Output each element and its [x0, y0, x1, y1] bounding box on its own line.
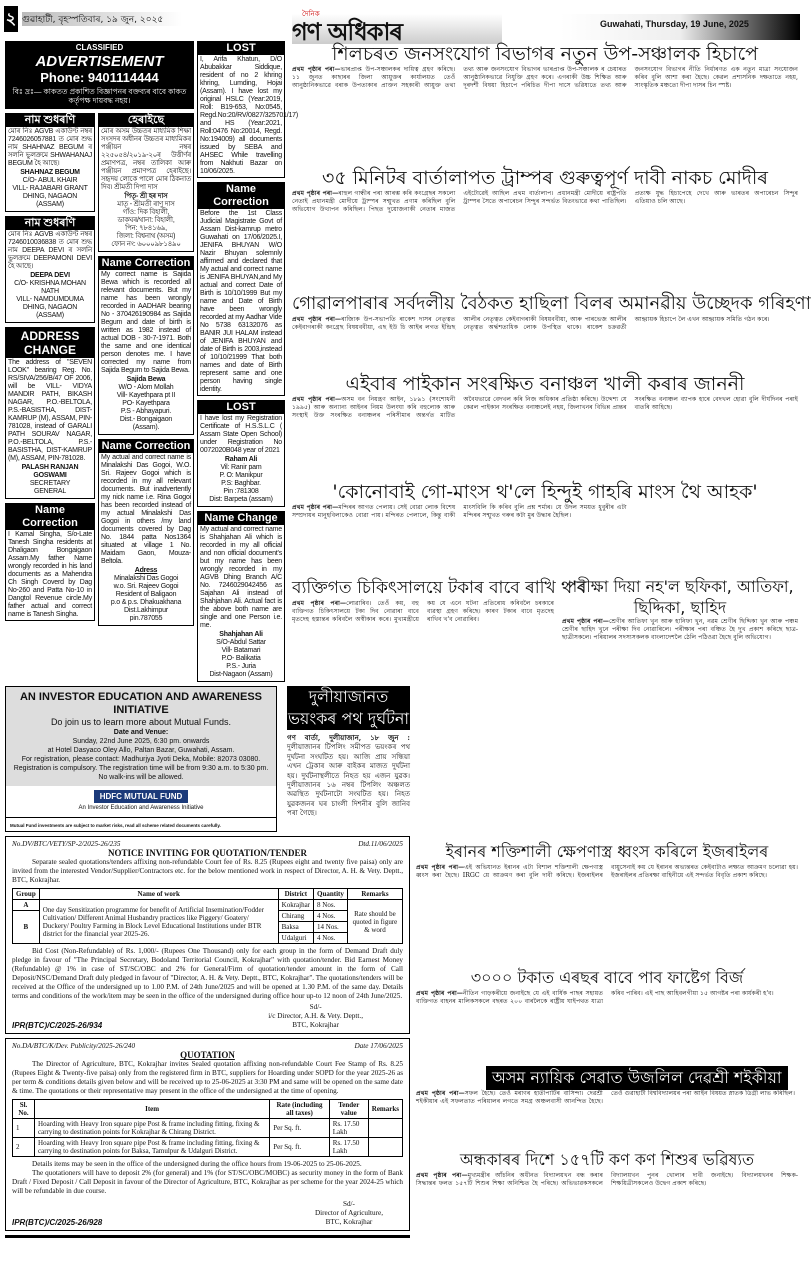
event-venue: at Hotel Dasyaco Oley Allo, Paltan Bazar, Guwahati, Assam. — [47, 747, 235, 754]
article-body: ৰাজ্যিক উপ-সভাপতি ৰাকেশ দাসৰ নেতৃত্বত কেইবাগৰাকী কংগ্ৰেছ বিষয়ববীয়া, এছ ইউ চি আইৰ লগত ইন্দ্ৰিছ আলীৰ নেতৃত্বত কেইবাগৰাকী বিষয়ববীয়া, আৰু পাৰভেজ আলীৰ নেতৃত্বত অৰ্দ্ধশতাধিক লোক উপস্থিত থাকে। ৰাকেশ চক্ৰৱৰ্তী আহ্বায়ক হিচাপে লৈ এখন আহ্বায়ক সমিতি গঠন কৰে। — [292, 316, 770, 332]
ad-sig: Dist-Nagaon (Assam) — [209, 671, 273, 678]
ad-sig: SECRETARY — [29, 480, 71, 487]
rate-cell: Per Sq. ft. — [270, 1119, 330, 1138]
signer: i/c Director, A.H. & Vety. Deptt., — [268, 1012, 363, 1020]
hdfc-logo: HDFC MUTUAL FUND — [94, 790, 189, 803]
article-body: এই অভিযানত ইৰানৰ এটা বিশাল শক্তিশালী ক্ষেপণাস্ত্ৰ ধ্বংস কৰা হৈছে। IRGC য়ে আক্ৰমণ কৰা বুলি দাবী কৰিছে। ইজৰাইলৰ বায়ুসেনাই কয় যে ইৰানৰ অভ্যন্তৰত কেইবাটাও লক্ষ্যত আক্ৰমণ চলোৱা হয়। ইজৰাইলৰ প্ৰতিৰক্ষা বাহিনীয়ে এই সন্দৰ্ভত বিবৃতি প্ৰকাশ কৰিছে। — [416, 864, 798, 880]
ad-title: নাম শুধৰণি — [6, 217, 94, 230]
date-venue-label: Date and Venue: — [113, 729, 169, 736]
article-headline: ব্যক্তিগত চিকিৎসালয়ে টকাৰ বাবে ৰাখি থ'ব — [292, 578, 587, 598]
ad-sig: DEEPA DEVI — [30, 272, 70, 279]
qty-cell: 14 Nos. — [314, 922, 348, 933]
article — [416, 1066, 798, 1146]
quotation-p2: The quotationers will have to deposit 2% (for general) and 1% (for ST/SC/OBC/MOBC) as security money in the form of Bank Draft / Fixed Deposit / Call Deposit in favour of the Director of Agriculture, BTC, Kokrajhar as per scheme for the year 2024-25 which will be refundable in due course. — [12, 1169, 403, 1195]
ad-sig: P.S - Abhayapuri. — [120, 408, 172, 415]
sl-cell: 1 — [13, 1119, 35, 1138]
page-number: ২ — [4, 6, 18, 32]
ad-title: হেৰাইছে — [99, 114, 193, 127]
logo-text: গণ অধিকাৰ — [292, 17, 402, 46]
article-headline: এইবাৰ পাইকান সংৰক্ষিত বনাঞ্চল খালী কৰাৰ জাননী — [345, 373, 745, 395]
lost-certificate-ad — [197, 400, 285, 507]
name-correction-ad — [98, 439, 194, 626]
address-change-ad — [5, 327, 95, 499]
ad-sig: Vill- Batamari — [221, 647, 261, 654]
name-correction-ad — [5, 113, 95, 212]
ad-sig: VILL- RAJABARI GRANT — [12, 185, 88, 192]
investor-subtitle: Do join us to learn more about Mutual Funds. — [50, 717, 232, 727]
col-header: Item — [35, 1100, 270, 1119]
ad-body: মোৰ নিঃ AGVB একাউণ্ট নম্বৰ 7246026057881 ত মোৰ শুদ্ধ নাম SHAHNAZ BEGUM ৰ সলনি ভুলক্ৰমে SHWAHANAJ BEGUM হৈ আছে। — [8, 128, 92, 167]
name-correction-ad — [5, 216, 95, 323]
group-cell: A — [13, 900, 40, 911]
ad-sig: GENERAL — [33, 488, 67, 495]
ad-sig: P.S.- Juria — [226, 663, 256, 670]
ad-sig: (ASSAM) — [36, 312, 64, 319]
name-correction-ad — [98, 256, 194, 435]
article-lead: প্ৰথম পৃষ্ঠাৰ পৰা— — [416, 1172, 468, 1179]
tender-table — [12, 888, 403, 944]
article-headline: ৩০০০ টকাত এৰছৰ বাবে পাব ফাষ্টেগ বিৰ্জ — [470, 968, 744, 987]
article — [416, 840, 798, 964]
ad-title: Name Correction — [99, 257, 193, 270]
ad-sig: ফোন নং: ৬০০০৯৮১৪৯০ — [111, 241, 181, 248]
article-body: দুলীয়াজানৰ টিপলিং সমীপত ভয়ংকৰ পথ দুৰ্ঘটনা সংঘটিত হয়। আজি প্ৰায় সন্ধিয়া এখন ট্ৰেকাৰ আৰু বাইকৰ মাজত দুৰ্ঘটনা হয়। দুৰ্ঘটনাস্থলীতে নিহত হয় এজন যুৱক। দুলীয়াজানৰ ১৬ নম্বৰ টিপলিং অঞ্চলত অৱস্থিত দুৰ্ঘটনাটো সংঘটিত হয়। নিহত যুৱকজনৰ ঘৰ চাংলী দিশনীৰ বুলি জানিব পৰা গৈছে। — [287, 743, 410, 818]
value-cell: Rs. 17.50 Lakh — [329, 1138, 368, 1157]
ad-title: Name Change — [198, 512, 284, 525]
ad-sig: W/O - Alom Mollah — [118, 384, 174, 391]
ad-sig: পিতৃ- শ্ৰী হৰ দাস — [124, 193, 168, 200]
classified-phone: Phone: 9401114444 — [40, 70, 159, 85]
date-english: Guwahati, Thursday, 19 June, 2025 — [600, 19, 749, 29]
ad-sig: S/O-Abdul Sattar — [216, 639, 266, 646]
ipr-number: IPR(BTC)/C/2025-26/934 — [12, 1021, 103, 1030]
ad-sig: DHING, NAGAON — [22, 304, 78, 311]
tender-body: Bid Cost (Non-Refundable) of Rs. 1,000/- (Rupees One Thousand) only for each group in the form of Demand Draft duly pledge in favour of "The Principal Secretary, Bodoland Territorial Council, Kokrajhar" with quotation/tender. Bid Earnest Money (Refundable) @ 1% in case of ST/SC/OBC and 2% for General/Firm of quotation/tender amount in the form of Call Deposit/NSC/Demand Draft duly pledged in favour of "Director, A. H. & Vety. Deptt., BTC, Kokrajhar". The quotations/tenders will be received at the Office of the undersigned up to 1.00 P.M. of 24th June/2025 and will be opened at 1.30 P.M. of the same day. Details terms and conditions of the work/item may be seen in the office of the undersigned during office hour up-to 12 noon of 24th June/2025. — [12, 947, 403, 1000]
article — [292, 166, 798, 290]
article-body: ৰাহুল গান্ধীৰ পৰা আৰম্ভ কৰি কংগ্ৰেছৰ সকলো নেতাই প্ৰধানমন্ত্ৰী মোদীয়ে ট্ৰাম্পৰ সন্মুখত প্ৰণাম কৰিছিল বুলি অভিযোগ উত্থাপন কৰিছিল। পিছত দুয়োজনাকী নেতাৰ মাজত এইটোৱেই আছিল প্ৰথম বাৰ্তালাপ। প্ৰধানমন্ত্ৰী মোদীয়ে ৰাষ্ট্ৰপতি ট্ৰাম্পৰ সৈতে অপাৰেচন সিন্দুৰ সন্দৰ্ভত বিতংভাৱে কথা পাতিছিল। প্ৰত্যক্ষ যুদ্ধ হিচাপেহে দেখে আৰু ভাৰতৰ অপাৰেচন সিন্দুৰ এতিয়াও চলি আছে। — [292, 190, 798, 214]
ad-sig: Resident of Baligaon — [115, 591, 177, 598]
article — [292, 576, 587, 644]
name-correction-ad — [5, 503, 95, 621]
ad-sig: Dist.Lakhimpur — [124, 607, 168, 614]
table-row — [13, 1138, 403, 1157]
ad-sig: (ASSAM) — [36, 201, 64, 208]
sl-cell: 2 — [13, 1138, 35, 1157]
ad-sig: পিন: ৭৮৪১৬৯, — [125, 225, 167, 232]
rate-cell: Per Sq. ft. — [270, 1138, 330, 1157]
tender-intro: Separate sealed quotations/tenders affixing non-refundable Court fee of Rs. 8.25 (Rupees eight and twenty five paisa) only are invited from the interested Vendor/Supplier/Contractors etc. for the below mentioned work in respect of Director, A. H. & Vety. Deptt., BTC, Kokrajhar. — [12, 858, 403, 884]
quotation-intro: The Director of Agriculture, BTC, Kokrajhar invites Sealed quotation affixing non-refundable Court Fee Stamp of Rs. 8.25 (Rupees Eight & Twenty-five paisa) only from the registered firm in BTC, suppliers for Hoarding under SOPD for the year 2025-26 as per term & conditions details given below and will be received up to 25-06-2025 at 3:30 PM and same will be opened on the same date & time. The quotations or their representative may present in the office of the undersigned at the time of opening. — [12, 1060, 403, 1095]
ad-sig: VILL- NAMDUMDUMA — [16, 296, 84, 303]
ad-title: Name Correction — [99, 440, 193, 453]
article-headline: পৰীক্ষা দিয়া নহ'ল ছফিকা, আতিফা, ছিদ্দিকা, ছাহিদ — [566, 577, 794, 617]
ad-sig: PALASH RANJAN GOSWAMI — [21, 464, 79, 479]
district-cell: Kokrajhar — [278, 900, 313, 911]
article-body: মন্দিৰৰ আগত পেলায়। সেই বোৱা লোক বিশেষ সম্প্ৰদায়ৰ মানুহবিলাকেও বোৱা পায়। মন্দিৰত পেলালে, কিন্তু বাকী মাংসবিলি কি কৰিব বুলি প্ৰশ্ন শৰ্মাৰ। যে উদল সময়ত ধুবুৰীৰ এটা মন্দিৰৰ সন্মুখত গৰুৰ কটা মুৰ উদ্ধাৰ হৈছিল। — [292, 504, 627, 520]
quotation-title: QUOTATION — [180, 1050, 235, 1060]
article — [292, 42, 798, 164]
classified-disclaimer: বিঃ দ্ৰঃ— কাকতত প্ৰকাশিত বিজ্ঞাপনৰ বক্তব্যৰ বাবে কাকত কৰ্তৃপক্ষ দায়বদ্ধ নহয়। — [12, 87, 187, 105]
ipr-number: IPR(BTC)/C/2025-26/928 — [12, 1218, 103, 1227]
logo-small-text: দৈনিক — [302, 10, 320, 18]
quotation-date: Date 17/06/2025 — [354, 1042, 403, 1050]
ad-sig: pin.787055 — [129, 615, 163, 622]
article — [292, 292, 811, 370]
quotation-p1: Details items may be seen in the office of the undersigned during the office hours from 19-06-2025 to 25-06-2025. — [32, 1160, 362, 1168]
ad-title: Name Correction — [6, 504, 94, 530]
article-headline: অন্ধকাৰৰ দিশে ১৫৭টি কণ কণ শিশুৰ ভৱিষ্যত — [459, 1150, 755, 1169]
article-body: মুখ্যমন্ত্ৰীৰ আঁচনিৰ অধীনত বিদ্যালয়খন বন্ধ কৰাৰ সিদ্ধান্তৰ ফলত ১৫৭টি শিশুৰ শিক্ষা অনিশ্চিত হৈ পৰিছে। অভিভাৱকসকলে বিদ্যালয়খন পুনৰ খোলাৰ দাবী জনাইছে। বিদ্যালয়খনৰ শিক্ষক-শিক্ষয়িত্ৰীসকলেও উদ্বেগ প্ৰকাশ কৰিছে। — [416, 1172, 798, 1188]
table-row — [13, 1119, 403, 1138]
investor-tagline: An Investor Education and Awareness Initiative — [78, 805, 204, 811]
ad-sig: Minalakshi Das Gogoi — [113, 575, 179, 582]
ad-sig: PO- Kayethpara — [122, 400, 170, 407]
article-lead: প্ৰথম পৃষ্ঠাৰ পৰা— — [292, 396, 342, 403]
article-lead: প্ৰথম পৃষ্ঠাৰ পৰা— — [416, 864, 465, 871]
ad-sig: C/O- ABUL KHAIR — [22, 177, 78, 184]
article-lead: প্ৰথম পৃষ্ঠাৰ পৰা— — [416, 1090, 465, 1097]
ad-sig: P.O- Balikatia — [221, 655, 261, 662]
investor-awareness-ad — [5, 686, 277, 832]
article-body: সফল হৈছে। তেওঁ মৰাণৰ হাতীপাটিৰ বাসিন্দা। দেৱশ্ৰী শইকীয়াৰ এই সফলতাত পৰিয়ালৰ লগতে সমগ্ৰ অঞ্চলবাসী আনন্দিত হৈছে। তেওঁ গুৱাহাটী বিশ্ববিদ্যালয়ৰ পৰা আইন বিষয়ত স্নাতক ডিগ্ৰী লাভ কৰিছিল। — [416, 1090, 795, 1106]
col-header: District — [278, 889, 313, 900]
article — [416, 966, 798, 1064]
ad-title: নাম শুধৰণি — [6, 114, 94, 127]
tender-ref: No.DV/BTC/VETY/SP-2/2025-26/235 — [12, 840, 121, 848]
investor-disclaimer: Mutual Fund investments are subject to market risks, read all scheme related documents carefully. — [10, 823, 221, 828]
qty-cell: 4 Nos. — [314, 933, 348, 944]
article-headline: দুলীয়াজানত ভয়ংকৰ পথ দুৰ্ঘটনা — [287, 687, 410, 728]
ad-body: The address of "SEVEN LOOK" bearing Reg. No. RS/SIVA/256/B/47 OF 2006, will be VILL- VIDYA MANDIR PATH, BIKASH NAGAR, P.O.-BELTOLA, P.S.-BASISTHA, DIST-KAMRUP (M), ASSAM, PIN-781028, instead of GARALI PATH SOURAV NAGAR, P.O.-BELTOLA, P.S.-BASISTHA, DIST-KAMRUP (M), ASSAM, PIN-781028. — [8, 359, 92, 462]
article-lead: প্ৰথম পৃষ্ঠাৰ পৰা— — [292, 316, 342, 323]
ad-body: I, Arifa Khatun, D/O Abubakkar Siddique, resident of no 2 khring khring, Lumding, Hojai (Assam). I have lost my original HSLC (Year:2019, Roll: B19-653, No:0545, Regd.No:20/RV/0827/325701/17) and HS (Year:2021, Roll:0476 No:20014, Regd. No:194009) all documents issued by SEBA and AHSEC While travelling from Nakhuti Bazar on 10/06/2025. — [200, 56, 298, 175]
col-header: Remarks — [347, 889, 402, 900]
article-duliajan — [287, 686, 410, 819]
name-change-ad — [197, 511, 285, 682]
article — [562, 576, 798, 834]
article-headline: ৩৫ মিনিটৰ বাৰ্তালাপত ট্ৰাম্পৰ গুৰুত্বপূৰ্ণ দাবী নাকচ মোদীৰ — [322, 167, 768, 189]
quotation-table — [12, 1099, 403, 1157]
article-lead: প্ৰথম পৃষ্ঠাৰ পৰা— — [292, 504, 339, 511]
article — [416, 1148, 798, 1274]
article-body: ভাৰপ্ৰাপ্ত উপ-সঞ্চালকৰ দায়িত্ব গ্ৰহণ কৰিছে। ১১ জুনত কাছাৰৰ জিলা আয়ুক্তৰ কাৰ্যালয়ত তেওঁ আনুষ্ঠানিকভাৱে বৰাক উপত্যকাৰ প্ৰাক্তন সহকাৰী আয়ুক্ত তথা তথ্য আৰু জনসংযোগ বিভাগৰ ভাৰপ্ৰাপ্ত উপ-সঞ্চালক ৰ চেয়াৰত আনুষ্ঠানিকভাৱে নিযুক্তি গ্ৰহণ কৰে। এগৰাকী উচ্চ শিক্ষিত আৰু দূৰদৰ্শী বিষয়া হিচাপে পৰিচিত দীপা দাসে ভৱিষ্যতে তথ্য আৰু জনসংযোগ বিভাগৰ নীতি নিৰ্ধাৰণত এক নতুন মাত্ৰা সংযোজন কৰিব বুলি আশা কৰা হৈছে। কেৱল প্ৰশাসনিক দক্ষতাতে নহয়, সাংস্কৃতিক মঞ্চতো দীপা দাসৰ চিন স্পষ্ট। — [292, 66, 798, 90]
ad-sig: Pin :781308 — [223, 488, 259, 495]
signer-office: BTC, Kokrajhar — [325, 1218, 373, 1226]
article-headline: 'কোনোবাই গো-মাংস থ'লে হিন্দুই গাহৰি মাংস থৈ আহক' — [332, 481, 758, 503]
lost-documents-ad — [197, 41, 298, 178]
col-header: Name of work — [39, 889, 278, 900]
date-assamese: গুৱাহাটী, বৃহস্পতিবাৰ, ১৯ জুন, ২০২৫ — [22, 12, 182, 26]
value-cell: Rs. 17.50 Lakh — [329, 1119, 368, 1138]
masthead-logo — [292, 10, 502, 46]
article-body: শ্ৰেণীৰ আতিফা খুন আৰু হানিফা খুন, নৱম শ্ৰেণীৰ ছিদ্দিকা খুন আৰু পঞ্চম শ্ৰেণীৰ ছাহিদ খুনে পৰীক্ষা দিব নোৱাৰিলে। পৰীক্ষাৰ পৰা বঞ্চিত হৈ দুখ প্ৰকাশ কৰিছে ছাত্ৰ-ছাত্ৰীসকলে। পৰিয়ালৰ সদস্যসকলক বাংলাদেশলৈ ঠেলি পঠিওৱা হৈছে বুলি অভিযোগ। — [562, 618, 799, 642]
ad-body: I Kamal Singha, S/o-Late Tanesh Singha residents at Dhaligaon Bongaigaon Assam.My father Name wrongly recorded in his land documents as a Mahendra Ch Singh Coverd by Dag No-260 and Patta No-10 in Dangtol Revenue circle.My father actual and correct name is Tanesh Singha. — [8, 531, 92, 618]
ad-sig: Shahjahan Ali — [219, 631, 263, 638]
signature: Sd/- — [309, 1003, 322, 1011]
article-body: লোৱাৰিব। তেওঁ কয়, বহু ব্যক্তিগত চিকিৎসালয়ে টকা দিব নোৱাৰা বাবে মৃতদেহ হস্তান্তৰ কৰিবলৈ অস্বীকাৰ কৰে। মুখ্যমন্ত্ৰীয়ে কয় যে এনে ঘটনা প্ৰতিৰোধ কৰিবলৈ চৰকাৰে ব্যৱস্থা গ্ৰহণ কৰিছে। কাৰণ টকাৰ বাবে মৃতদেহ ৰাখিব খ'ব নোৱাৰিব। — [292, 600, 554, 624]
tender-date: Dtd.11/06/2025 — [358, 840, 403, 848]
ad-body: মোৰ নিঃ AGVB একাউণ্ট নম্বৰ 7246010036838 ত মোৰ শুদ্ধ নাম DEEPA DEVI ৰ সলনি ভুলক্ৰমে DEEPAMONI DEVI হৈ আছে। — [8, 231, 92, 270]
investor-title: AN INVESTOR EDUCATION AND AWARENESS INITIATIVE — [19, 691, 263, 716]
article-body: অসম বন নিয়ন্ত্ৰণ আইন, ১৮৯১ (সংশোধনী ১৯৯৫) আৰু অন্যান্য আইনৰ নিয়ম উলংঘা কৰি বহুলোক আৰু সংস্থাই উক্ত সংৰক্ষিত বনাঞ্চলৰ পৰিসীমাৰ অন্তৰ্গত মাটিত অবৈধভাৱে বেদখল কৰি নিজ অধিকাৰ প্ৰতিষ্ঠা কৰিছে। উদ্দেশ্য যে কেৱল পাইকান সংৰক্ষিত বনাঞ্চলেই নহয়, জিলাখনৰ বিভিন্ন প্ৰান্তৰ সংৰক্ষিত বনাঞ্চল ব্যাপক হাৰে বেদখল হোৱা বুলি দীৰ্ঘদিনৰ পৰাই বাতৰি আহিছে। — [292, 396, 798, 420]
ad-sig: Sajida Bewa — [126, 376, 166, 383]
district-cell: Baksa — [278, 922, 313, 933]
qty-cell: 4 Nos. — [314, 911, 348, 922]
col-header: Remarks — [368, 1100, 402, 1119]
tender-title: NOTICE INVITING FOR QUOTATION/TENDER — [108, 848, 307, 858]
signature: Sd/- — [342, 1200, 355, 1208]
article-lead: প্ৰথম পৃষ্ঠাৰ পৰা— — [292, 600, 347, 607]
district-cell: Chirang — [278, 911, 313, 922]
remarks-cell — [368, 1119, 402, 1138]
ad-body: My actual and correct name is Shahjahan Ali which is recorded in my all official and non official document's but my name has been wrongly recorded in my AGVB Dhing Branch A/C No. 7246029042456 as Sajahan Ali instead of Shahjahan Ali. Actual fact is the above both name are single and one Person i.e. me. — [200, 526, 282, 629]
ad-sig: w.o. Sri. Rajeev Gogoi — [113, 583, 179, 590]
col-header: Sl. No. — [13, 1100, 35, 1119]
ad-sig: C/O- KRISHNA MOHAN NATH — [14, 280, 86, 295]
lost-certificate-ad — [98, 113, 194, 252]
article-headline: শিলচৰত জনসংযোগ বিভাগৰ নতুন উপ-সঞ্চালক হিচাপে — [332, 43, 758, 65]
district-cell: Udalguri — [278, 933, 313, 944]
ad-sig: Vil: Ranir pam — [220, 464, 262, 471]
event-contact: For registration, please contact: Madhurjya Jyoti Deka, Mobile: 82073 03080. — [21, 756, 261, 763]
signer-office: BTC, Kokrajhar — [292, 1021, 339, 1029]
ad-body: Before the 1st Class Judicial Magistrate Govt of Assam Dist-kamrup metro Guwahati on 17/06/2025.I, JENIFA BHUYAN W/O Nazir Bhuyan solemnly affirmed and declared that My actual and correct name is JENIFA BHUYAN,and My actual and correct Date of Birth is 10/10/1999 But my name and Date of Birth have been wrongly recorded at my Aadhar Vide No 5738 63132076 as BANIR JUI HALAM instead of JENIFA BHUYAN and date of Birth is 2003,instead of 10/10/21999 That both names and date of Birth represent same and one person having single identity. — [200, 210, 282, 393]
advertisement-label: ADVERTISEMENT — [35, 53, 164, 70]
ad-sig: গাঁও: দিক বিহালী, — [122, 209, 170, 216]
ad-sig: (Assam). — [132, 424, 160, 431]
ad-sig: মাতৃ - শ্ৰীমতী ৰাণু দাস — [117, 201, 175, 208]
ad-sig: ডাকঘৰ/থানা: বিহালী, — [117, 217, 175, 224]
tender-notice — [5, 836, 410, 1034]
article-lead: প্ৰথম পৃষ্ঠাৰ পৰা— — [562, 618, 609, 625]
item-cell: Hoarding with Heavy Iron square pipe Post & frame including fitting, fixing & carrying to destination points for Baksa, Tamulpur & Udalguri District. — [35, 1138, 270, 1157]
ad-title: Name Correction — [198, 183, 284, 209]
ad-body: I have lost my Registration Certificate of H.S.S.L.C ( Assam State Open School) under Registration No 0072020B048 year of 2021 — [200, 415, 282, 454]
article — [292, 372, 798, 478]
ad-sig: SHAHNAZ BEGUM — [20, 169, 80, 176]
event-date: Sunday, 22nd June 2025, 6:30 pm. onwards — [72, 738, 210, 745]
ad-sig: P.S: Baghbar. — [221, 480, 261, 487]
article-headline: গোৱালপাৰাৰ সৰ্বদলীয় বৈঠকত হাছিলা বিলৰ অমানৱীয় উচ্ছেদক গৰিহণা — [292, 293, 811, 314]
ad-sig: DHING, NAGAON — [22, 193, 78, 200]
ad-sig: Dist.- Bongaigaon — [119, 416, 173, 423]
work-cell: One day Sensitization programme for benefit of Artificial Insemination/Fodder Cultivation/ Different Animal Husbandry practices like Piggery/ Goatery/ Duckery/ Poultry Farming in Block Level Educational Institutions under BTR district for the financial year 2025-26. — [39, 900, 278, 944]
ad-sig: Adress — [134, 567, 158, 574]
ad-body: মোৰ অসম উচ্চতৰ মাধ্যমিক শিক্ষা সংসদৰ অধীনৰ উচ্চতৰ মাধ্যমিকৰ পঞ্জীয়ন নম্বৰ ২২৫০৫৪/২০১৯-২০ৰ উত্তীৰ্ণৰ প্ৰমাণপত্ৰ, নম্বৰ তালিকা আৰু পঞ্জীয়ন প্ৰমাণপত্ৰ হেৰাইছে। সহৃদয় লোকে পালে মোৰ ঠিকনাত দিব। শ্ৰীমতী দিপা দাস — [101, 128, 191, 191]
ad-sig: p.o & p.s. Dhakuakhana — [110, 599, 182, 606]
ad-sig: Raham Ali — [224, 456, 258, 463]
article-body: নীতিন গাড়কৰীয়ে জনাইছে যে এই বাৰ্ষিক পাছৰ সহায়ত ব্যক্তিগত বাহনৰ মালিকসকলে বছৰত ২০০ বাৰলৈকে ৰাষ্ট্ৰীয় ঘাইপথত যাত্ৰা কৰিব পাৰিব। এই পাছ আহিবলগীয়া ১৫ আগষ্টৰ পৰা কাৰ্যকৰী হ'ব। — [416, 990, 774, 1006]
ad-sig: P. O: Manikpur — [219, 472, 263, 479]
quotation-ref: No.DA/BTC/K/Dev. Publicity/2025-26/240 — [12, 1042, 136, 1050]
col-header: Group — [13, 889, 40, 900]
ad-sig: জিলা: বিশ্বনাথ (অসম) — [116, 233, 176, 240]
qty-cell: 8 Nos. — [314, 900, 348, 911]
group-cell: B — [13, 911, 40, 944]
ad-body: My actual and correct name is Minalakshi Das Gogoi, W.O. Sri. Rajeev Gogoi which is recorded in my all relevant documents. But inadvertently my nick name i.e. Rina Gogoi has been recorded instead of my actual Minalakshi Das Gogoi in others /my land documents covered by Dag No. 1844 patta Nos1364 situated at village 1 No. Maidam Gaon, Mouza- Beltola. — [101, 454, 191, 565]
article-lead: গণ বাৰ্তা, দুলীয়াজান, ১৮ জুন : — [287, 733, 410, 742]
article-lead: প্ৰথম পৃষ্ঠাৰ পৰা— — [292, 190, 339, 197]
col-header: Quantity — [314, 889, 348, 900]
article-lead: প্ৰথম পৃষ্ঠাৰ পৰা— — [292, 66, 341, 73]
remarks-cell: Rate should be quoted in figure & word — [347, 900, 402, 944]
article — [292, 480, 798, 572]
article-headline: অসম ন্যায়িক সেৱাত উজলিল দেৱশ্ৰী শইকীয়া — [486, 1066, 788, 1090]
ad-body: My correct name is Sajida Bewa which is recorded all relevant documents. But my name has been wrongly recorded in AADHAR bearing No - 370426190984 as Sajida Begum and date of birth is written as 1982 instead of actual DOB - 30-7-1971. Both the same and one identical person denotes me. I have corrected my name from Sajida Begum to Sajida Bewa. — [101, 271, 191, 374]
article-lead: প্ৰথম পৃষ্ঠাৰ পৰা— — [416, 990, 463, 997]
item-cell: Hoarding with Heavy Iron square pipe Post & frame including fitting, fixing & carrying to destination points for Kokrajhar & Chirang District. — [35, 1119, 270, 1138]
ad-title: LOST — [198, 401, 284, 414]
bottom-rule — [5, 1235, 410, 1238]
quotation-notice — [5, 1038, 410, 1231]
article-headline: ইৰানৰ শক্তিশালী ক্ষেপণাস্ত্ৰ ধ্বংস কৰিলে ইজৰাইলৰ — [445, 842, 769, 861]
event-registration: Registration is compulsory. The registration time will be from 9:30 a.m. to 5:30 pm. No walk-ins will be allowed. — [13, 765, 269, 781]
classified-banner — [5, 41, 194, 109]
signer: Director of Agriculture, — [314, 1209, 383, 1217]
col-header: Rate (including all taxes) — [270, 1100, 330, 1119]
classified-label: CLASSIFIED — [75, 43, 124, 52]
ad-sig: Dist: Barpeta (assam) — [209, 496, 273, 503]
ad-sig: Vill- Kayethpara pt II — [116, 392, 176, 399]
ad-title: LOST — [198, 42, 284, 55]
col-header: Tender value — [329, 1100, 368, 1119]
remarks-cell — [368, 1138, 402, 1157]
ad-title: ADDRESS CHANGE — [6, 328, 94, 358]
name-correction-ad — [197, 182, 285, 396]
